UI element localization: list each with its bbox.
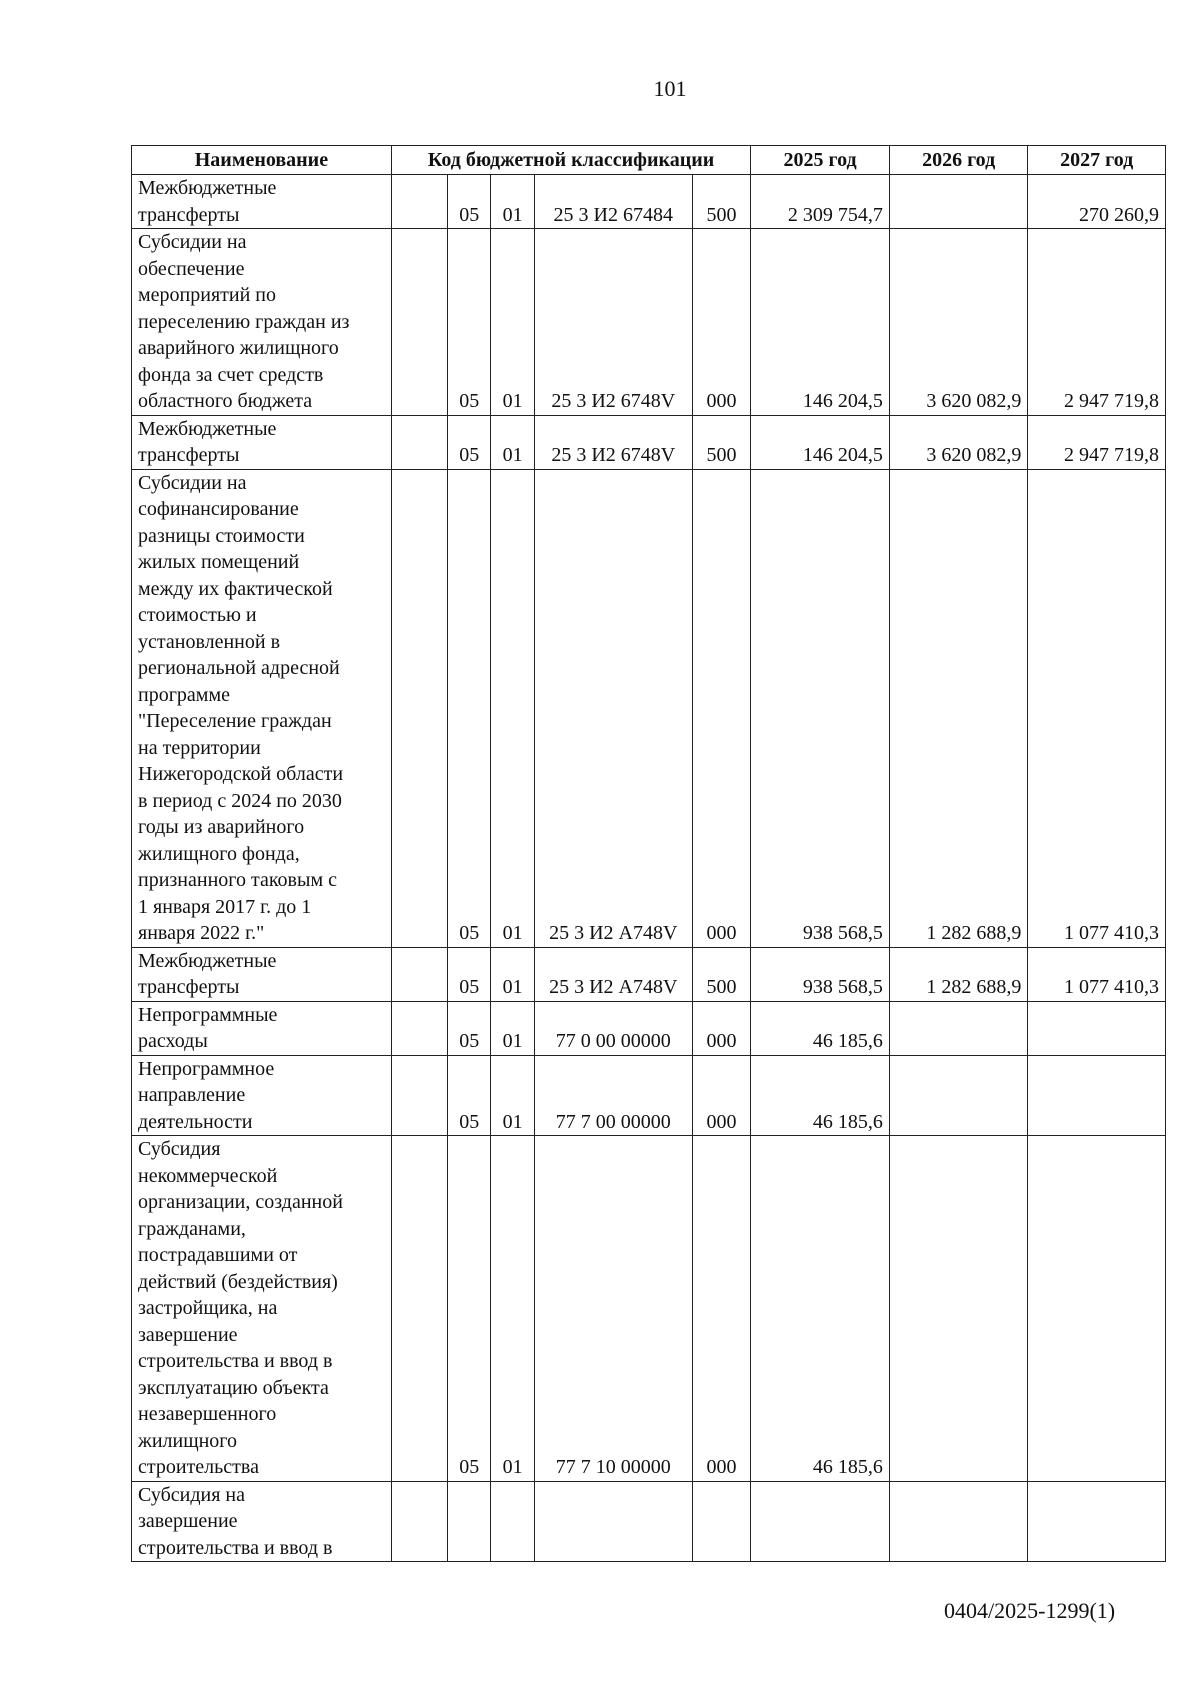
- value-2026: 3 620 082,9: [889, 229, 1028, 416]
- value-2027: [1028, 1055, 1166, 1136]
- value-2027: 1 077 410,3: [1028, 947, 1166, 1001]
- budget-code-subsection: 01: [491, 1136, 534, 1482]
- budget-code-0: [391, 229, 447, 416]
- budget-code-subsection: 01: [491, 175, 534, 229]
- header-2025: 2025 год: [751, 146, 890, 175]
- row-name: Субсидии на софинансирование разницы стоимости жилых помещений между их фактической стоимостью и установленной в региональной адресной программе "Переселение граждан на территории Нижегородской области в период с 2024 по 2030 годы из аварийного жилищного фонда, признанного таковым с 1 января 2017 г. до 1 января 2022 г.": [132, 469, 392, 947]
- budget-code-section: 05: [448, 469, 491, 947]
- page-number: 101: [653, 76, 687, 101]
- budget-code-section: 05: [448, 947, 491, 1001]
- budget-code-0: [391, 1481, 447, 1562]
- value-2025: 46 185,6: [751, 1001, 890, 1055]
- budget-code-section: 05: [448, 1055, 491, 1136]
- table-row: [132, 469, 1166, 947]
- budget-code-type: 000: [692, 1001, 750, 1055]
- header-2027: 2027 год: [1028, 146, 1166, 175]
- value-2027: 1 077 410,3: [1028, 469, 1166, 947]
- value-2025: 938 568,5: [751, 469, 890, 947]
- value-2027: 2 947 719,8: [1028, 415, 1166, 469]
- table-row: [132, 415, 1166, 469]
- budget-code-subsection: 01: [491, 947, 534, 1001]
- budget-code-section: 05: [448, 1001, 491, 1055]
- value-2025: 46 185,6: [751, 1055, 890, 1136]
- budget-code-section: 05: [448, 229, 491, 416]
- table-row: [132, 175, 1166, 229]
- value-2027: 270 260,9: [1028, 175, 1166, 229]
- table-row: [132, 1055, 1166, 1136]
- budget-code-type: 000: [692, 1055, 750, 1136]
- value-2025: 46 185,6: [751, 1136, 890, 1482]
- budget-code-type: [692, 1481, 750, 1562]
- table-header-row: [132, 146, 1166, 175]
- budget-code-type: 000: [692, 1136, 750, 1482]
- budget-code-subsection: 01: [491, 415, 534, 469]
- budget-code-type: 500: [692, 947, 750, 1001]
- budget-code-0: [391, 175, 447, 229]
- value-2026: 1 282 688,9: [889, 947, 1028, 1001]
- budget-code-target: 25 3 И2 А748V: [534, 469, 692, 947]
- budget-code-type: 000: [692, 229, 750, 416]
- budget-code-0: [391, 1055, 447, 1136]
- budget-code-subsection: 01: [491, 229, 534, 416]
- budget-code-section: 05: [448, 1136, 491, 1482]
- budget-code-target: 25 3 И2 67484: [534, 175, 692, 229]
- header-name: Наименование: [132, 146, 392, 175]
- value-2027: [1028, 1481, 1166, 1562]
- budget-code-target: 25 3 И2 6748V: [534, 229, 692, 416]
- table-row: [132, 1001, 1166, 1055]
- value-2026: [889, 1136, 1028, 1482]
- budget-code-target: [534, 1481, 692, 1562]
- value-2026: [889, 1481, 1028, 1562]
- budget-code-0: [391, 415, 447, 469]
- row-name: Межбюджетные трансферты: [132, 947, 392, 1001]
- budget-code-target: 77 7 10 00000: [534, 1136, 692, 1482]
- value-2027: [1028, 1001, 1166, 1055]
- row-name: Непрограммные расходы: [132, 1001, 392, 1055]
- budget-code-target: 77 7 00 00000: [534, 1055, 692, 1136]
- header-2026: 2026 год: [889, 146, 1028, 175]
- value-2026: 3 620 082,9: [889, 415, 1028, 469]
- budget-code-target: 25 3 И2 А748V: [534, 947, 692, 1001]
- row-name: Субсидия на завершение строительства и ввод в: [132, 1481, 392, 1562]
- value-2026: [889, 1001, 1028, 1055]
- budget-code-type: 500: [692, 415, 750, 469]
- row-name: Межбюджетные трансферты: [132, 175, 392, 229]
- table-row: [132, 229, 1166, 416]
- value-2026: [889, 175, 1028, 229]
- value-2025: 938 568,5: [751, 947, 890, 1001]
- value-2025: 2 309 754,7: [751, 175, 890, 229]
- budget-code-subsection: 01: [491, 1055, 534, 1136]
- budget-code-0: [391, 469, 447, 947]
- budget-code-0: [391, 1136, 447, 1482]
- row-name: Субсидия некоммерческой организации, созданной гражданами, пострадавшими от действий (бездействия) застройщика, на завершение строительства и ввод в эксплуатацию объекта незавершенного жилищного строительства: [132, 1136, 392, 1482]
- value-2025: 146 204,5: [751, 229, 890, 416]
- document-code: 0404/2025-1299(1): [944, 1598, 1116, 1623]
- budget-code-0: [391, 1001, 447, 1055]
- row-name: Межбюджетные трансферты: [132, 415, 392, 469]
- value-2026: [889, 1055, 1028, 1136]
- value-2025: 146 204,5: [751, 415, 890, 469]
- budget-code-type: 500: [692, 175, 750, 229]
- table-row: [132, 947, 1166, 1001]
- value-2025: [751, 1481, 890, 1562]
- budget-code-section: 05: [448, 415, 491, 469]
- value-2027: [1028, 1136, 1166, 1482]
- row-name: Субсидии на обеспечение мероприятий по переселению граждан из аварийного жилищного фонда за счет средств областного бюджета: [132, 229, 392, 416]
- budget-code-0: [391, 947, 447, 1001]
- budget-table: [131, 145, 1166, 1562]
- budget-code-subsection: 01: [491, 1001, 534, 1055]
- value-2027: 2 947 719,8: [1028, 229, 1166, 416]
- value-2026: 1 282 688,9: [889, 469, 1028, 947]
- budget-code-section: 05: [448, 175, 491, 229]
- row-name: Непрограммное направление деятельности: [132, 1055, 392, 1136]
- table-row: [132, 1136, 1166, 1482]
- table-row: [132, 1481, 1166, 1562]
- header-code: Код бюджетной классификации: [391, 146, 750, 175]
- budget-code-section: [448, 1481, 491, 1562]
- budget-code-subsection: [491, 1481, 534, 1562]
- budget-code-target: 77 0 00 00000: [534, 1001, 692, 1055]
- budget-code-type: 000: [692, 469, 750, 947]
- budget-code-subsection: 01: [491, 469, 534, 947]
- budget-code-target: 25 3 И2 6748V: [534, 415, 692, 469]
